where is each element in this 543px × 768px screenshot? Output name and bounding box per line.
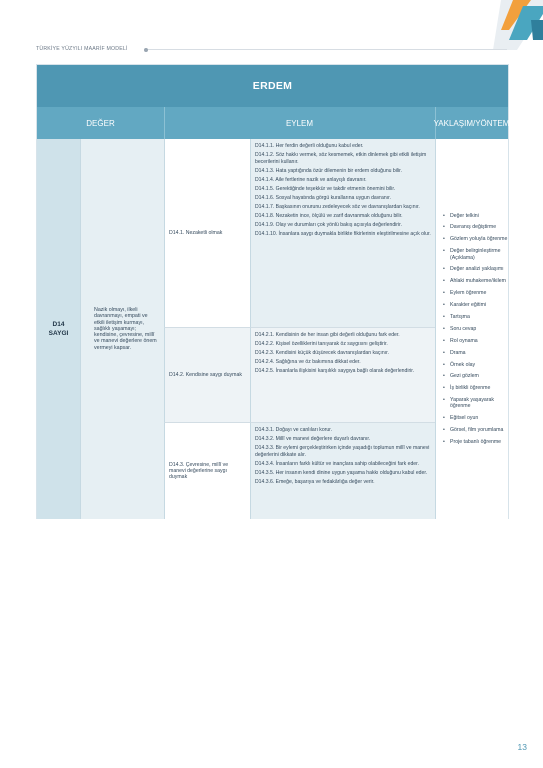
column-header-eylem: EYLEM: [164, 107, 436, 139]
header-title: TÜRKİYE YÜZYILI MAARİF MODELİ: [36, 46, 128, 52]
subvalue-name: D14.3. Çevresine, millî ve manevi değerlerine saygı duymak: [169, 461, 229, 481]
column-header-yaklasim: YAKLAŞIM/YÖNTEM: [433, 118, 510, 128]
approach-item: • Ahlaki muhakeme/ikilem: [443, 278, 508, 284]
column-header-deger: DEĞER: [37, 107, 165, 139]
behavior-item: D14.3.5. Her insanın kendi dinine uygun yaşama hakkı olduğunu kabul eder.: [255, 469, 428, 476]
value-code: D14: [52, 321, 65, 328]
approach-item: • Değer belirginleştirme (Açıklama): [443, 248, 508, 261]
approach-cell: [435, 139, 508, 519]
approach-item: • Örnek olay: [443, 362, 508, 368]
value-description: Nazik olmayı, ilkeli davranmayı, empati ve etkili iletişim kurmayı, sağlıklı yaşamayı; kendisine, çevresine, millî ve manevi değerlere önem vermeyi kapsar.: [94, 306, 157, 351]
behavior-item: D14.2.1. Kendisinin de her insan gibi değerli olduğunu fark eder.: [255, 332, 400, 339]
approach-item: • Karakter eğitimi: [443, 302, 508, 308]
values-table: [36, 64, 509, 519]
approach-item: • Drama: [443, 350, 508, 356]
approach-item: • Rol oynama: [443, 338, 508, 344]
behavior-item: D14.1.9. Olay ve durumları çok yönlü bakış açısıyla değerlendirir.: [255, 221, 402, 228]
approach-item: • Soru cevap: [443, 326, 508, 332]
behavior-item: D14.1.5. Gerektiğinde teşekkür ve takdir etmenin önemini bilir.: [255, 185, 396, 192]
behavior-item: D14.2.3. Kendisini küçük düşürecek davranışlardan kaçınır.: [255, 350, 389, 357]
behavior-item: D14.1.4. Aile fertlerine nazik ve anlayışlı davranır.: [255, 176, 367, 183]
behavior-list: [250, 327, 435, 422]
approach-item: • Yaparak yaşayarak öğrenme: [443, 397, 508, 410]
value-code-cell: [37, 139, 80, 519]
behavior-item: D14.3.3. Bir eylemi gerçekleştirirken içinde yaşadığı toplumun millî ve manevi değerlerini dikkate alır.: [255, 445, 430, 458]
behavior-item: D14.1.8. Nezaketin ince, ölçülü ve zarif davranmak olduğunu bilir.: [255, 212, 403, 219]
behavior-item: D14.1.10. İnsanlara saygı duymakla birlikte fikirlerinin eleştirilmesine açık olur.: [255, 230, 431, 237]
table-header-row: [37, 107, 508, 139]
behavior-item: D14.3.4. İnsanların farklı kültür ve inançlara sahip olabileceğini fark eder.: [255, 460, 419, 467]
approach-item: • Tartışma: [443, 314, 508, 320]
table-title: ERDEM: [37, 65, 508, 107]
page-number: 13: [517, 742, 527, 752]
subvalue-name: D14.2. Kendisine saygı duymak: [169, 371, 242, 378]
approach-item: • Davranış değiştirme: [443, 224, 508, 230]
subvalue-cell: [164, 327, 250, 422]
subvalue-cell: [164, 139, 250, 327]
behavior-item: D14.1.3. Hata yaptığında özür dilemenin bir erdem olduğunu bilir.: [255, 167, 402, 174]
value-name: SAYGI: [48, 330, 69, 337]
behavior-item: D14.3.6. Emeğe, başarıya ve fedakârlığa değer verir.: [255, 478, 375, 485]
subvalue-name: D14.1. Nezaketli olmak: [169, 229, 223, 236]
behavior-item: D14.3.2. Millî ve manevi değerlere duyarlı davranır.: [255, 436, 371, 443]
approach-item: • Proje tabanlı öğrenme: [443, 439, 508, 445]
behavior-item: D14.1.2. Söz hakkı vermek, söz kesmemek, etkin dinlemek gibi etkili iletişim becerilerini kullanır.: [255, 152, 427, 165]
behavior-item: D14.2.4. Sağlığına ve öz bakımına dikkat eder.: [255, 359, 361, 366]
approach-list: [436, 207, 508, 451]
approach-item: • Değer analizi yaklaşımı: [443, 266, 508, 272]
approach-item: • Eylem öğrenme: [443, 290, 508, 296]
corner-decoration: [473, 0, 543, 50]
approach-item: • Değer telkini: [443, 213, 508, 219]
subvalue-cell: [164, 422, 250, 519]
approach-item: • Eğitsel oyun: [443, 415, 508, 421]
behavior-item: D14.2.2. Kişisel özelliklerini tanıyarak öz saygısını geliştirir.: [255, 341, 388, 348]
approach-item: • Gözlem yoluyla öğrenme: [443, 236, 508, 242]
approach-item: • İş birlikli öğrenme: [443, 385, 508, 391]
behavior-item: D14.2.5. İnsanlarla ilişkisini karşılıklı saygıya bağlı olarak değerlendirir.: [255, 368, 415, 375]
behavior-list: [250, 422, 435, 519]
behavior-item: D14.1.7. Başkasının onurunu zedeleyecek söz ve davranışlardan kaçınır.: [255, 203, 420, 210]
approach-item: • Gezi gözlem: [443, 373, 508, 379]
behavior-item: D14.3.1. Doğayı ve canlıları korur.: [255, 427, 333, 434]
behavior-item: D14.1.1. Her ferdin değerli olduğunu kabul eder.: [255, 143, 364, 150]
behavior-list: [250, 139, 435, 327]
behavior-item: D14.1.6. Sosyal hayatında görgü kurallarına uygun davranır.: [255, 194, 391, 201]
approach-item: • Görsel, film yorumlama: [443, 427, 508, 433]
value-description-cell: [80, 139, 164, 519]
header-rule: [148, 49, 507, 50]
